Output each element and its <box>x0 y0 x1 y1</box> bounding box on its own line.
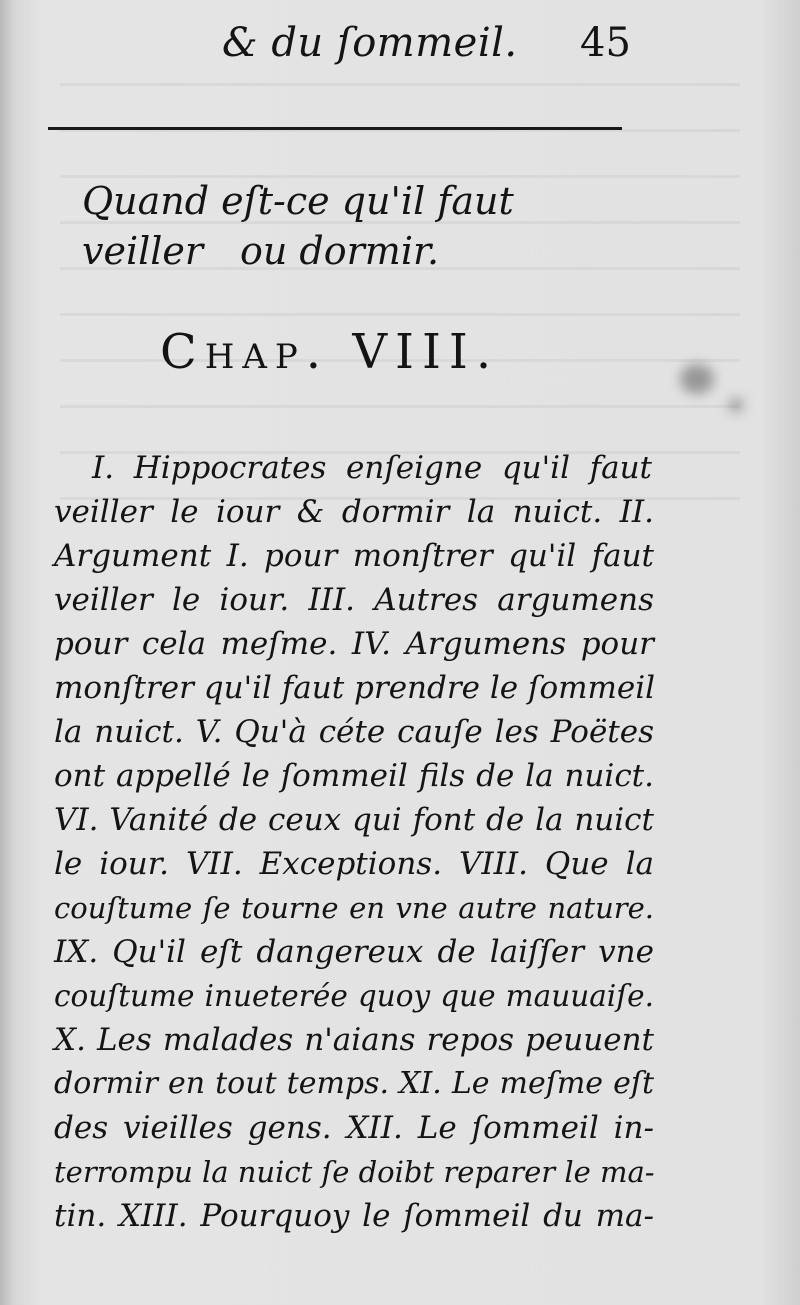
summary-line: des vieilles gens. XII. Le ſommeil in- <box>54 1110 654 1146</box>
summary-line: I. Hippocrates enſeigne qu'il faut <box>92 450 652 486</box>
running-head-title: & du ſommeil. <box>222 20 518 66</box>
ink-stain <box>728 398 744 412</box>
show-through-text <box>60 60 740 500</box>
ink-stain <box>680 364 714 394</box>
summary-line: terrompu la nuict ſe doibt reparer le ma- <box>54 1155 655 1189</box>
running-head <box>0 18 800 68</box>
header-rule <box>48 127 622 130</box>
summary-line: X. Les malades n'aians repos peuuent <box>54 1022 654 1058</box>
chapter-heading-line-2: ou dormir. <box>240 229 440 273</box>
summary-line: couſtume inueterée quoy que mauuaiſe. <box>54 979 654 1013</box>
summary-line: veiller le iour & dormir la nuict. II. <box>54 494 654 530</box>
summary-line: Argument I. pour monſtrer qu'il faut <box>54 538 654 574</box>
summary-line: VI. Vanité de ceux qui font de la nuict <box>54 802 654 838</box>
chapter-heading-line-1: Quand eſt-ce qu'il faut veiller <box>82 179 514 273</box>
summary-line: le iour. VII. Exceptions. VIII. Que la <box>54 846 654 882</box>
summary-line: couſtume ſe tourne en vne autre nature. <box>54 891 654 925</box>
summary-line: tin. XIII. Pourquoy le ſommeil du ma- <box>54 1198 654 1234</box>
summary-line: pour cela meſme. IV. Argumens pour <box>54 626 654 662</box>
summary-line: monſtrer qu'il faut prendre le ſommeil <box>54 670 656 706</box>
page-number: 45 <box>580 20 631 66</box>
summary-line: veiller le iour. III. Autres argumens <box>54 582 654 618</box>
summary-line: ont appellé le ſommeil fils de la nuict. <box>54 758 654 794</box>
chapter-number: Chap. VIII. <box>160 324 500 380</box>
summary-line: dormir en tout temps. XI. Le meſme eſt <box>54 1066 654 1101</box>
summary-line: la nuict. V. Qu'à céte cauſe les Poëtes <box>54 714 654 750</box>
summary-line: IX. Qu'il eſt dangereux de laiſſer vne <box>54 934 654 970</box>
